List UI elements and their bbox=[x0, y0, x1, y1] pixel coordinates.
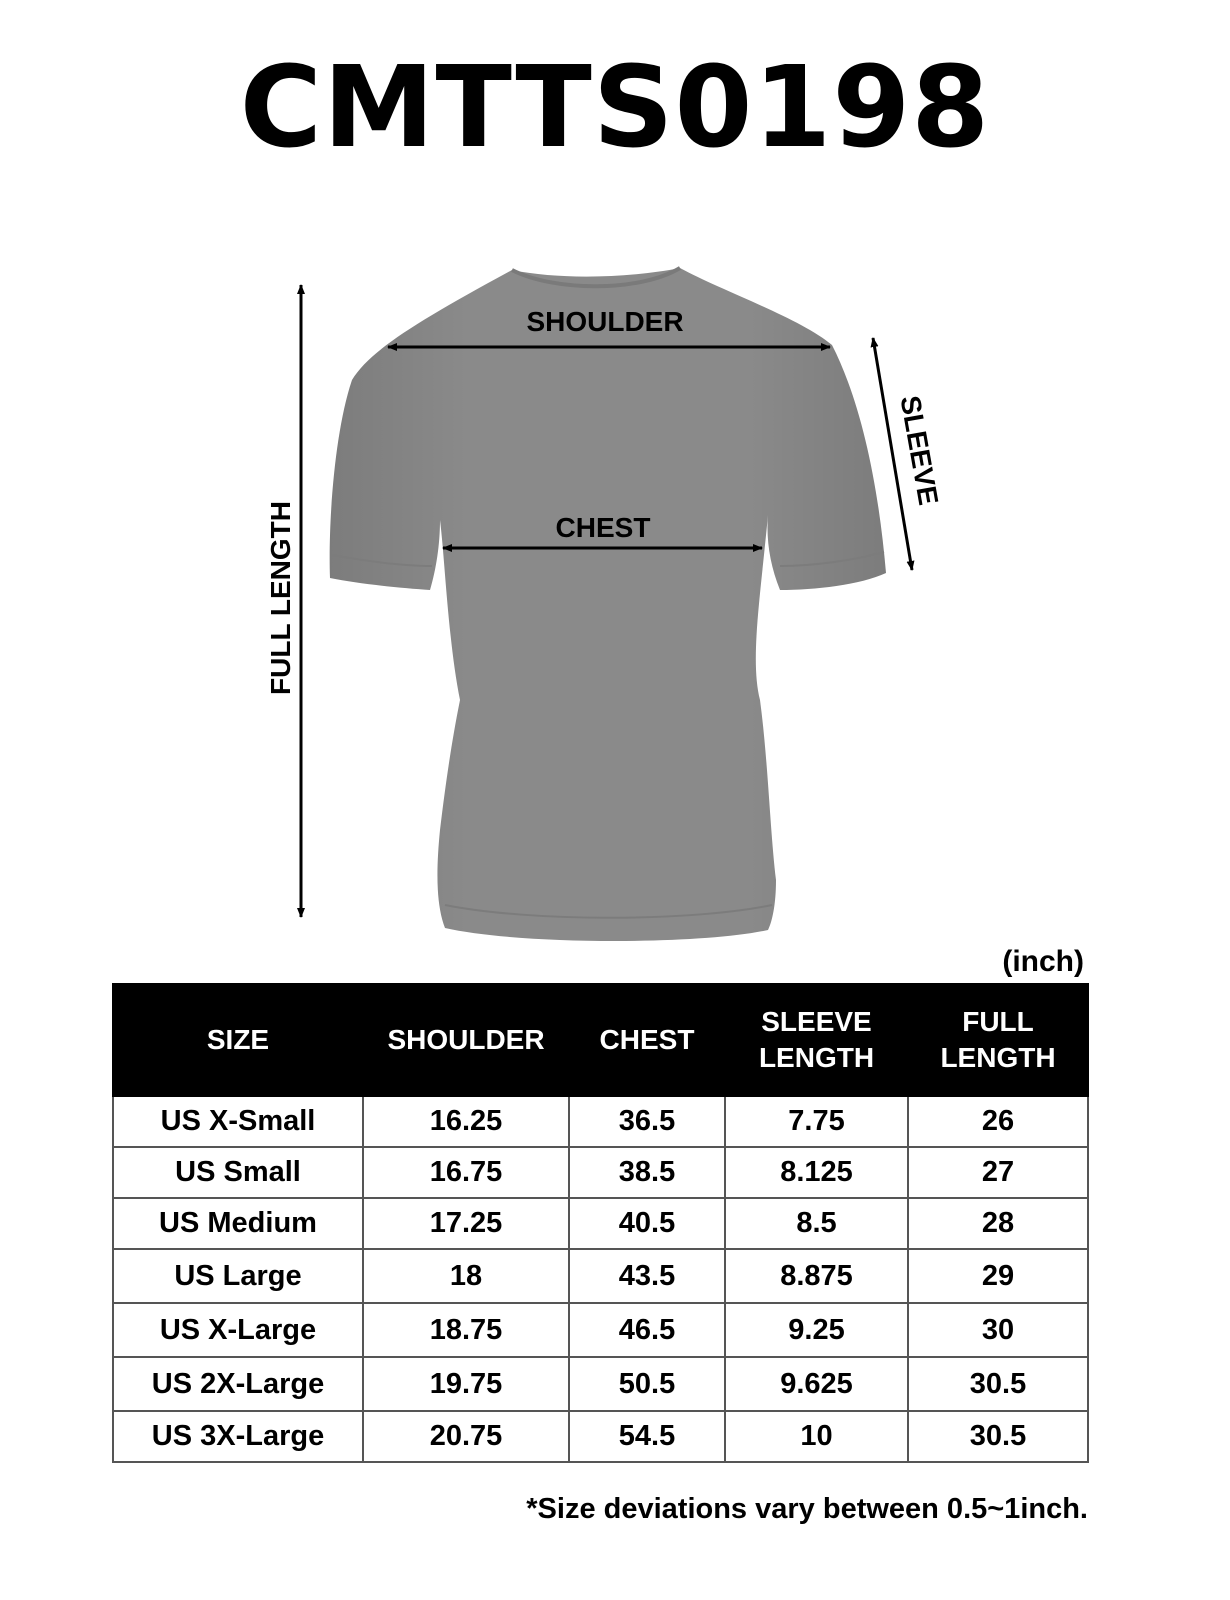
header-size: SIZE bbox=[113, 984, 363, 1096]
cell-sleeve: 9.25 bbox=[725, 1303, 908, 1357]
cell-chest: 46.5 bbox=[569, 1303, 725, 1357]
cell-sleeve: 8.5 bbox=[725, 1198, 908, 1249]
size-chart-table bbox=[112, 983, 1089, 1463]
header-sleeve-line2: LENGTH bbox=[758, 1042, 875, 1073]
cell-size: US X-Small bbox=[113, 1096, 363, 1147]
cell-sleeve: 7.75 bbox=[725, 1096, 908, 1147]
cell-size: US Medium bbox=[113, 1198, 363, 1249]
tshirt-illustration bbox=[330, 268, 886, 941]
cell-sleeve: 10 bbox=[725, 1411, 908, 1462]
header-full-length bbox=[908, 984, 1088, 1096]
cell-chest: 38.5 bbox=[569, 1147, 725, 1198]
cell-sleeve: 8.125 bbox=[725, 1147, 908, 1198]
cell-full: 26 bbox=[908, 1096, 1088, 1147]
cell-shoulder: 20.75 bbox=[363, 1411, 569, 1462]
cell-sleeve: 9.625 bbox=[725, 1357, 908, 1411]
cell-sleeve: 8.875 bbox=[725, 1249, 908, 1303]
header-shoulder: SHOULDER bbox=[363, 984, 569, 1096]
cell-full: 30.5 bbox=[908, 1411, 1088, 1462]
unit-label: (inch) bbox=[1002, 945, 1084, 978]
cell-size: US Small bbox=[113, 1147, 363, 1198]
header-sleeve-line1: SLEEVE bbox=[761, 1005, 872, 1037]
sleeve-label: SLEEVE bbox=[894, 393, 945, 508]
table-row bbox=[113, 1303, 1088, 1357]
cell-full: 30 bbox=[908, 1303, 1088, 1357]
cell-full: 30.5 bbox=[908, 1357, 1088, 1411]
cell-size: US 3X-Large bbox=[113, 1411, 363, 1462]
header-chest: CHEST bbox=[569, 984, 725, 1096]
header-sleeve-length bbox=[725, 984, 908, 1096]
cell-shoulder: 19.75 bbox=[363, 1357, 569, 1411]
full-length-label: FULL LENGTH bbox=[265, 501, 296, 695]
cell-shoulder: 18.75 bbox=[363, 1303, 569, 1357]
cell-size: US 2X-Large bbox=[113, 1357, 363, 1411]
cell-full: 29 bbox=[908, 1249, 1088, 1303]
table-row bbox=[113, 1147, 1088, 1198]
table-row bbox=[113, 1357, 1088, 1411]
size-deviation-note: *Size deviations vary between 0.5~1inch. bbox=[526, 1493, 1088, 1525]
table-row bbox=[113, 1198, 1088, 1249]
table-header-row bbox=[113, 984, 1088, 1096]
cell-shoulder: 18 bbox=[363, 1249, 569, 1303]
cell-shoulder: 16.25 bbox=[363, 1096, 569, 1147]
cell-chest: 36.5 bbox=[569, 1096, 725, 1147]
cell-size: US Large bbox=[113, 1249, 363, 1303]
cell-chest: 50.5 bbox=[569, 1357, 725, 1411]
header-full-line2: LENGTH bbox=[940, 1042, 1056, 1073]
shoulder-label: SHOULDER bbox=[526, 306, 684, 337]
cell-full: 28 bbox=[908, 1198, 1088, 1249]
table-row bbox=[113, 1411, 1088, 1462]
cell-chest: 54.5 bbox=[569, 1411, 725, 1462]
table-row bbox=[113, 1096, 1088, 1147]
cell-shoulder: 16.75 bbox=[363, 1147, 569, 1198]
table-row bbox=[113, 1249, 1088, 1303]
chest-label: CHEST bbox=[555, 512, 651, 543]
header-full-line1: FULL bbox=[962, 1005, 1034, 1037]
cell-chest: 43.5 bbox=[569, 1249, 725, 1303]
product-code-title: CMTTS0198 bbox=[239, 43, 991, 173]
cell-full: 27 bbox=[908, 1147, 1088, 1198]
cell-size: US X-Large bbox=[113, 1303, 363, 1357]
cell-shoulder: 17.25 bbox=[363, 1198, 569, 1249]
cell-chest: 40.5 bbox=[569, 1198, 725, 1249]
